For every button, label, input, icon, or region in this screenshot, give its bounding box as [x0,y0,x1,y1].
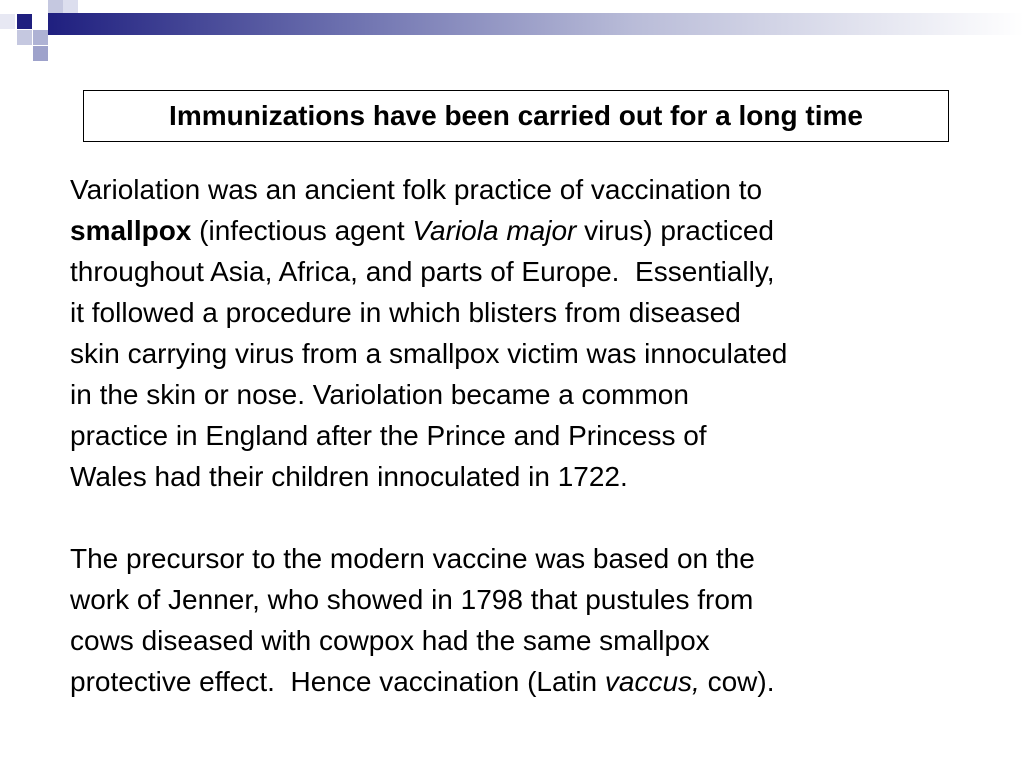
text-line [70,538,970,579]
text-span: throughout Asia, Africa, and parts of Europe. Essentially, [70,256,775,287]
text-line [70,579,970,620]
italic-term-variola-major: Variola major [412,215,577,246]
slide-title [83,90,949,142]
text-span: The precursor to the modern vaccine was based on the [70,543,755,574]
text-span: skin carrying virus from a smallpox victim was innoculated [70,338,788,369]
decor-square [33,46,48,61]
text-line [70,374,970,415]
paragraph-variolation [70,169,970,497]
header-gradient-bar [48,13,1024,35]
decor-square [17,14,32,29]
bold-term-smallpox: smallpox [70,215,192,246]
text-span: (infectious agent [191,215,413,246]
paragraph-spacer [70,497,970,538]
text-span: cow). [699,666,775,697]
slide-body [70,169,970,702]
slide-title-text: Immunizations have been carried out for a long time [169,100,863,131]
decor-square [33,30,48,45]
text-line [70,661,970,702]
text-span: Variolation was an ancient folk practice of vaccination to [70,174,763,205]
text-span: practice in England after the Prince and Princess of [70,420,707,451]
decor-square [0,14,15,29]
text-line [70,251,970,292]
text-span: cows diseased with cowpox had the same smallpox [70,625,710,656]
text-line [70,292,970,333]
text-line [70,620,970,661]
text-span: Wales had their children innoculated in 1722. [70,461,628,492]
text-span: virus) practiced [576,215,774,246]
paragraph-jenner [70,538,970,702]
decor-square [17,30,32,45]
text-span: work of Jenner, who showed in 1798 that pustules from [70,584,754,615]
text-span: in the skin or nose. Variolation became a common [70,379,689,410]
text-span: protective effect. Hence vaccination (Latin [70,666,605,697]
text-line [70,333,970,374]
text-span: it followed a procedure in which blisters from diseased [70,297,741,328]
text-line [70,169,970,210]
text-line [70,415,970,456]
text-line [70,210,970,251]
italic-term-vaccus: vaccus, [604,666,700,697]
text-line [70,456,970,497]
